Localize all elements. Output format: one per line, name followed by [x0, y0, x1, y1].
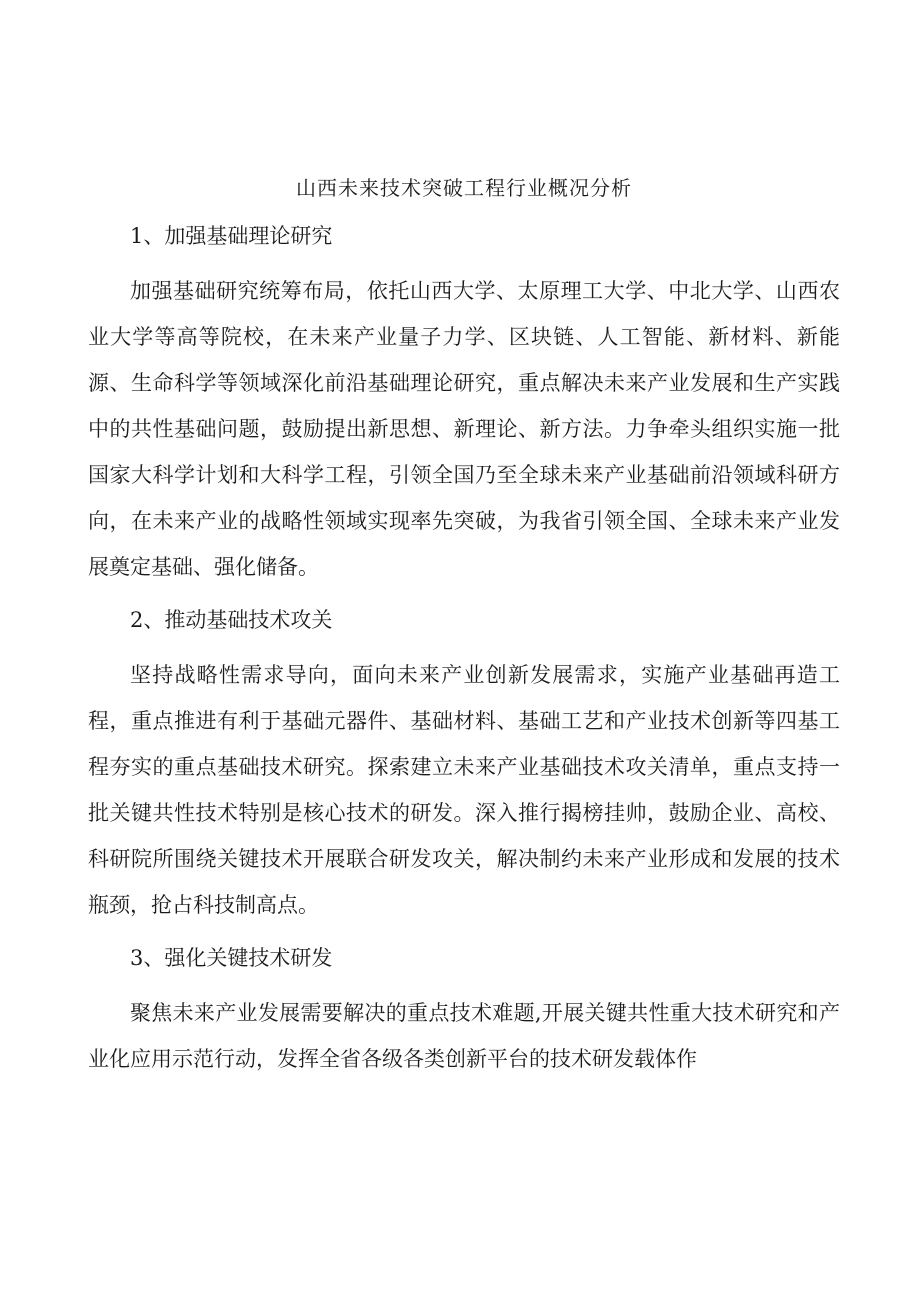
section-basic-technology: [88, 600, 840, 928]
section-heading: 3、强化关键技术研发: [130, 946, 333, 970]
document-title: 山西未来技术突破工程行业概况分析: [296, 176, 632, 200]
section-paragraph: 聚焦未来产业发展需要解决的重点技术难题,开展关键共性重大技术研究和产业化应用示范行动，发挥全省各级各类创新平台的技术研发载体作: [88, 1001, 840, 1071]
section-heading: 2、推动基础技术攻关: [130, 608, 333, 632]
section-key-technology: [88, 938, 840, 1082]
document-page: [88, 168, 840, 1092]
section-heading: 1、加强基础理论研究: [130, 224, 333, 248]
section-paragraph: 坚持战略性需求导向，面向未来产业创新发展需求，实施产业基础再造工程，重点推进有利于基础元器件、基础材料、基础工艺和产业技术创新等四基工程夯实的重点基础技术研究。探索建立未来产业基础技术攻关清单，重点支持一批关键共性技术特别是核心技术的研发。深入推行揭榜挂帅，鼓励企业、高校、科研院所围绕关键技术开展联合研发攻关，解决制约未来产业形成和发展的技术瓶颈，抢占科技制高点。: [88, 663, 840, 917]
section-basic-theory: [88, 216, 840, 590]
section-paragraph: 加强基础研究统筹布局，依托山西大学、太原理工大学、中北大学、山西农业大学等高等院校，在未来产业量子力学、区块链、人工智能、新材料、新能源、生命科学等领域深化前沿基础理论研究，重点解决未来产业发展和生产实践中的共性基础问题，鼓励提出新思想、新理论、新方法。力争牵头组织实施一批国家大科学计划和大科学工程，引领全国乃至全球未来产业基础前沿领域科研方向，在未来产业的战略性领域实现率先突破，为我省引领全国、全球未来产业发展奠定基础、强化储备。: [88, 279, 840, 579]
